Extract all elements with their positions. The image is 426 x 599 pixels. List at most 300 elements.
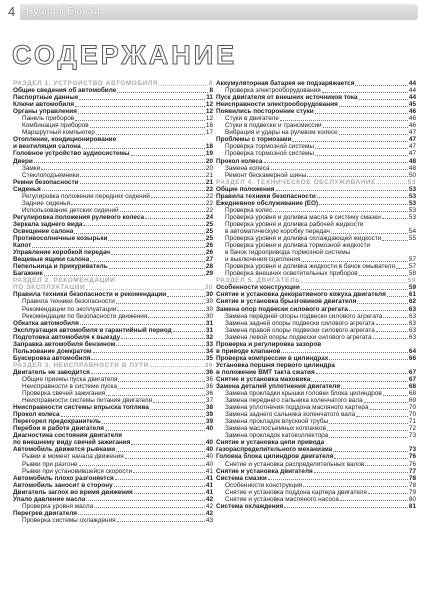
toc-entry [216, 383, 416, 390]
toc-page-number: 61 [408, 291, 416, 299]
toc-entry-title: Установка поршня первого цилиндра [216, 361, 335, 369]
toc-entry [13, 411, 213, 418]
toc-entry-title: Стуки в подвеске и трансмиссии [225, 122, 322, 130]
toc-page-number: 63 [408, 319, 416, 327]
dot-leader [273, 211, 408, 212]
toc-entry [216, 200, 416, 207]
toc-entry-title: Снятие и установка распределительных валов [225, 460, 365, 468]
toc-page-number: 44 [408, 94, 416, 102]
toc-page-number: 47 [408, 143, 416, 151]
toc-page-number: 64 [408, 347, 416, 355]
toc-entry-title: Рекомендации по эксплуатации [22, 305, 117, 313]
toc-entry-title: Замки [22, 164, 41, 172]
dot-leader [109, 268, 205, 269]
toc-entry [13, 482, 213, 489]
toc-page-number: 20 [205, 157, 213, 165]
toc-entry [216, 228, 416, 235]
toc-page-number: 31 [205, 319, 213, 327]
toc-entry-title: Проверка колес [225, 206, 273, 214]
dot-leader [116, 345, 204, 346]
toc-entry [13, 129, 213, 136]
toc-entry-title: Рывки при разгоне [22, 460, 78, 468]
toc-entry-title: Сиденья [13, 185, 41, 193]
dot-leader [333, 451, 408, 452]
toc-entry [216, 362, 416, 369]
toc-entry [13, 256, 213, 263]
toc-page-number: 44 [408, 80, 416, 87]
toc-entry-title: Отопление, кондиционирование [13, 136, 117, 144]
toc-entry [13, 418, 213, 425]
toc-page-number: 28 [205, 263, 213, 271]
toc-entry [216, 129, 416, 136]
toc-page-number: 58 [408, 270, 416, 278]
toc-entry-title: Замена заднего сальника коленчатого вала [225, 411, 356, 419]
toc-entry-title: Замена опор подвески силового агрегата [216, 305, 348, 313]
toc-entry-title: Снятие и установка двигателя [216, 467, 313, 475]
dot-leader [284, 507, 408, 508]
toc-page-number: 53 [408, 192, 416, 200]
toc-entry-title: Снятие и установка маховика [216, 375, 311, 383]
dot-leader [315, 113, 408, 114]
toc-entry [13, 475, 213, 482]
toc-page-number: 40 [205, 453, 213, 461]
dot-leader [349, 310, 408, 311]
toc-page-number: 11 [206, 94, 213, 102]
toc-entry-title: Панель приборов [22, 115, 75, 123]
toc-entry [13, 355, 213, 362]
dot-leader [91, 359, 204, 360]
toc-page-number: 44 [408, 87, 416, 95]
toc-entry [216, 143, 416, 150]
toc-entry [13, 503, 213, 510]
dot-leader [102, 423, 205, 424]
toc-entry-title: Двигатель заглох во время движения [13, 488, 133, 496]
toc-entry [216, 411, 416, 418]
toc-entry [216, 397, 416, 404]
dot-leader [120, 211, 205, 212]
toc-entry-title: Снятие и установка масляного насоса [225, 495, 339, 503]
toc-entry [13, 468, 213, 475]
toc-entry-title: РАЗДЕЛ 5. ДВИГАТЕЛЬ [216, 277, 301, 285]
dot-leader [90, 127, 205, 128]
toc-entry [216, 80, 416, 87]
dot-leader [118, 381, 204, 382]
dot-leader [90, 261, 205, 262]
toc-page-number: 53 [408, 185, 416, 193]
toc-page-number: 68 [408, 383, 416, 391]
toc-page-number: 41 [205, 474, 213, 482]
toc-page-number: 36 [205, 368, 213, 376]
toc-page-number: 47 [408, 129, 416, 137]
toc-entry-title: Автомобиль заносит в сторону [13, 481, 113, 489]
dot-leader [34, 162, 205, 163]
toc-entry-title: Правила техники безопасности [22, 298, 115, 306]
toc-page-number: 48 [408, 157, 416, 165]
toc-entry-title: Общие положения [216, 185, 275, 193]
toc-entry [216, 298, 416, 305]
dot-leader [153, 402, 205, 403]
dot-leader [121, 338, 205, 339]
toc-page-number: 22 [205, 206, 213, 214]
dot-leader [106, 395, 205, 396]
toc-entry-title: Замена переднего сальника коленчатого вала [225, 397, 363, 405]
toc-entry-title: Рекомендации по безопасности движения [22, 312, 148, 320]
dot-leader [264, 162, 408, 163]
toc-entry-title: Ежедневное обслуживание (ЕО) [216, 199, 319, 207]
toc-entry [216, 468, 416, 475]
toc-page-number: 50 [408, 171, 416, 179]
toc-entry-title: Двигатель не заводится [13, 368, 90, 376]
toc-page-number: 33 [205, 340, 213, 348]
dot-leader [357, 303, 408, 304]
dot-leader [96, 134, 205, 135]
toc-entry [216, 284, 416, 291]
toc-entry-title: Неисправности электрооборудования [216, 101, 338, 109]
toc-page-number: 21 [205, 171, 213, 179]
dot-leader [148, 317, 205, 318]
toc-entry [13, 263, 213, 270]
toc-entry [216, 101, 416, 108]
toc-entry-title: Стеклоподъемники [22, 171, 80, 179]
dot-leader [364, 402, 408, 403]
dot-leader [32, 247, 205, 248]
toc-entry-title: Общие приемы пуска двигателя [22, 375, 118, 383]
toc-entry-title: Заправка автомобиля бензином [13, 340, 116, 348]
toc-entry [13, 200, 213, 207]
toc-entry [216, 150, 416, 157]
toc-page-number: 66 [408, 354, 416, 362]
toc-entry-title: Система охлаждения [216, 502, 284, 510]
toc-page-number: 42 [205, 495, 213, 503]
toc-page-number: 8 [209, 87, 213, 95]
toc-entry [13, 341, 213, 348]
toc-page-number: 62 [408, 298, 416, 306]
dot-leader [61, 416, 205, 417]
toc-page-number: 22 [205, 185, 213, 193]
toc-entry-title: Проверка внешних осветительных приборов [225, 270, 358, 278]
toc-page-number: 63 [408, 333, 416, 341]
toc-entry [216, 108, 416, 115]
toc-page-number: 12 [205, 115, 213, 123]
dot-leader [115, 479, 205, 480]
toc-page-number: 21 [205, 178, 213, 186]
toc-entry [216, 291, 416, 298]
toc-page-number: 79 [408, 488, 416, 496]
dot-leader [383, 395, 408, 396]
toc-entry-title: ПО ЭКСПЛУАТАЦИИ [13, 284, 86, 292]
toc-entry [13, 270, 213, 277]
toc-entry-title: в положение ВМТ такта сжатия [216, 368, 315, 376]
toc-entry-title: Эксплуатация автомобиля в гарантийный период [13, 326, 172, 334]
toc-entry [216, 348, 416, 355]
toc-entry [13, 158, 213, 165]
toc-entry [216, 461, 416, 468]
toc-entry [216, 327, 416, 334]
dot-leader [376, 331, 408, 332]
dot-leader [75, 106, 205, 107]
dot-leader [105, 430, 205, 431]
toc-page-number: 43 [205, 516, 213, 524]
toc-page-number: 46 [408, 122, 416, 130]
toc-entry [13, 298, 213, 305]
dot-leader [78, 514, 205, 515]
dot-leader [271, 169, 408, 170]
toc-entry [216, 334, 416, 341]
toc-page-number: 8 [208, 80, 213, 87]
toc-entry-title: Снятие и установка цепи привода [216, 439, 325, 447]
toc-page-number: 30 [205, 298, 213, 306]
toc-page-number: 48 [408, 164, 416, 172]
toc-section-heading [216, 277, 416, 284]
toc-page-number: 72 [408, 425, 416, 433]
toc-entry [13, 425, 213, 432]
toc-entry-title: Правила техники безопасности [216, 192, 316, 200]
toc-page-number: 36 [205, 390, 213, 398]
dot-leader [150, 409, 205, 410]
toc-entry-title: Снятие и установка брызговиков двигателя [216, 298, 357, 306]
dot-leader [118, 388, 205, 389]
toc-entry [216, 390, 416, 397]
toc-entry-title: Проверка тормозной системы [225, 150, 314, 158]
dot-leader [167, 296, 205, 297]
toc-entry [216, 158, 416, 165]
toc-entry [13, 122, 213, 129]
toc-section-heading [13, 362, 213, 369]
dot-leader [355, 85, 407, 86]
toc-page-number: 63 [408, 305, 416, 313]
toc-entry-title: Проверка и регулировка зазоров [216, 340, 322, 348]
toc-page-number: 68 [408, 390, 416, 398]
toc-entry [13, 439, 213, 446]
toc-page-number: 70 [408, 411, 416, 419]
dot-leader [91, 373, 205, 374]
toc-entry-title: Замена прокладки крышки головки блока цилиндров [225, 390, 382, 398]
toc-entry-title: Буксировка автомобиля [13, 354, 91, 362]
toc-entry-title: Замена прокладок катоколлектора [225, 432, 329, 440]
toc-entry [216, 341, 416, 348]
toc-page-number: 53 [408, 213, 416, 221]
dot-leader [79, 465, 205, 466]
toc-page-number: 29 [205, 270, 213, 278]
toc-entry-title: Проверка уровня и доливка рабочей жидкости [225, 220, 364, 228]
dot-leader [116, 303, 205, 304]
toc-page-number: 36 [204, 361, 213, 369]
toc-entry-title: Замена правой опоры подвески силового агрегата [225, 326, 375, 334]
dot-leader [368, 493, 408, 494]
toc-page-number: 41 [205, 488, 213, 496]
toc-entry-title: Проверка уровня и доливка тормозной жидкости [225, 242, 371, 250]
dot-leader [276, 190, 408, 191]
dot-leader [86, 500, 205, 501]
dot-leader [94, 507, 205, 508]
toc-entry [216, 355, 416, 362]
toc-entry-title: Комбинация приборов [22, 122, 89, 130]
dot-leader [314, 472, 408, 473]
toc-entry-title: Проверка электрооборудования [225, 87, 321, 95]
dot-leader [150, 366, 204, 367]
toc-page-number: 42 [205, 502, 213, 510]
toc-entry-title: Упало давление масла [13, 495, 86, 503]
toc-entry-title: Особенности конструкции [216, 284, 300, 292]
toc-entry-title: Паспортные данные [13, 94, 79, 102]
toc-entry [216, 496, 416, 503]
toc-entry-title: Проверка уровня и доливка жидкости в бачок омывателя [225, 263, 395, 271]
dot-leader [75, 120, 205, 121]
toc-entry [13, 348, 213, 355]
toc-entry [13, 369, 213, 376]
toc-entry [13, 453, 213, 460]
toc-entry [13, 193, 213, 200]
toc-entry [216, 214, 416, 221]
toc-entry-title: РАЗДЕЛ 1. УСТРОЙСТВО АВТОМОБИЛЯ [13, 80, 158, 87]
dot-leader [80, 324, 205, 325]
toc-entry [13, 517, 213, 524]
toc-entry-title: Органы управления [13, 108, 77, 116]
toc-entry [216, 439, 416, 446]
toc-entry [216, 404, 416, 411]
dot-leader [173, 331, 205, 332]
toc-entry-title: Головное устройство аудиосистемы [13, 150, 130, 158]
toc-page-number: 53 [408, 199, 416, 207]
toc-entry-title: Рывки в момент начала движения [22, 453, 124, 461]
dot-leader [365, 465, 408, 466]
toc-entry [216, 263, 416, 270]
dot-leader [396, 268, 408, 269]
dot-leader [292, 141, 407, 142]
toc-page-number: 38 [205, 404, 213, 412]
toc-entry [13, 172, 213, 179]
toc-entry-title: Общие сведения об автомобиле [13, 87, 117, 95]
toc-entry [216, 482, 416, 489]
toc-entry-title: в автоматическую коробку передач [225, 227, 330, 235]
toc-entry-title: Прокол колеса [216, 157, 263, 165]
toc-entry-title: Прокол колеса [13, 411, 60, 419]
dot-leader [329, 437, 408, 438]
toc-page-number: 25 [205, 235, 213, 243]
dot-leader [317, 197, 408, 198]
toc-entry-title: РАЗДЕЛ 3. НЕИСПРАВНОСТИ В ПУТИ [13, 361, 149, 369]
toc-entry-title: Замена левой опоры подвески силового агрегата [225, 333, 372, 341]
toc-entry-title: Система смазки [216, 474, 267, 482]
dot-leader [387, 296, 408, 297]
dot-leader [71, 204, 205, 205]
dot-leader [376, 324, 408, 325]
toc-entry [216, 221, 416, 228]
toc-entry-title: Управление коробкой передач [13, 249, 111, 257]
toc-entry-title: Регулировка положения передних сидений [22, 192, 150, 200]
toc-page-number: 30 [205, 291, 213, 299]
toc-entry-title: Проблемы с тормозами [216, 136, 292, 144]
toc-entry [13, 313, 213, 320]
dot-leader [151, 197, 205, 198]
toc-page-number: 69 [408, 397, 416, 405]
toc-entry [216, 453, 416, 460]
toc-entry [216, 425, 416, 432]
dot-leader [82, 148, 205, 149]
toc-entry [13, 179, 213, 186]
toc-entry [216, 115, 416, 122]
toc-entry [216, 122, 416, 129]
toc-page-number: 30 [205, 312, 213, 320]
toc-page-number: 26 [205, 249, 213, 257]
toc-entry [13, 242, 213, 249]
dot-leader [307, 176, 408, 177]
toc-page-number: 27 [205, 256, 213, 264]
toc-page-number: 16 [205, 122, 213, 130]
toc-entry-title: Ключи автомобиля [13, 101, 75, 109]
toc-section-heading [13, 277, 213, 284]
page-number: 4 [8, 4, 16, 19]
dot-leader [117, 310, 205, 311]
dot-leader [303, 486, 408, 487]
toc-entry-title: Аккумуляторная батарея не подзаряжается [216, 80, 355, 87]
dot-leader [133, 472, 205, 473]
page-title: СОДЕРЖАНИЕ [12, 40, 238, 70]
toc-entry-title: Особенности конструкции [225, 481, 303, 489]
toc-page-number: 26 [205, 242, 213, 250]
dot-leader [301, 282, 406, 283]
toc-page-number: 46 [408, 108, 416, 116]
dot-leader [383, 317, 408, 318]
toc-entry [13, 383, 213, 390]
toc-entry [216, 313, 416, 320]
toc-entry-title: Неисправности системы питания двигателя [22, 397, 153, 405]
toc-column-left [13, 80, 213, 524]
toc-entry-title: Ремонт бескамерной шины [225, 171, 307, 179]
toc-page-number: 32 [205, 333, 213, 341]
dot-leader [117, 92, 208, 93]
toc-entry-title: Проверка уровня и доливка масла в систему смазки [225, 213, 381, 221]
toc-page-number: 42 [205, 509, 213, 517]
toc-entry-title: в приводе клапанов [216, 347, 281, 355]
toc-page-number: 30 [204, 284, 213, 292]
toc-entry-title: Перегрев двигателя [13, 509, 78, 517]
toc-page-number: 25 [205, 220, 213, 228]
dot-leader [370, 409, 408, 410]
toc-entry [216, 376, 416, 383]
toc-entry [216, 432, 416, 439]
toc-entry-title: Проверка свечей зажигания [22, 390, 106, 398]
toc-entry-title: Противосолнечные козырьки [13, 235, 108, 243]
toc-page-number: 54 [408, 227, 416, 235]
toc-page-number: 71 [408, 418, 416, 426]
toc-entry [216, 320, 416, 327]
toc-entry-title: Появились посторонние стуки [216, 108, 314, 116]
toc-page-number: 40 [205, 425, 213, 433]
toc-entry-title: Головка блока цилиндров двигателя [216, 453, 334, 461]
dot-leader [80, 183, 205, 184]
toc-entry [216, 249, 416, 256]
toc-entry [13, 101, 213, 108]
toc-page-number: 59 [407, 277, 416, 285]
toc-entry [13, 404, 213, 411]
toc-entry [13, 461, 213, 468]
toc-entry-title: Пуск двигателя от внешних источников тока [216, 94, 358, 102]
toc-entry-title: Замена задней опоры подвески силового агрегата [225, 319, 375, 327]
dot-leader [315, 148, 408, 149]
toc-entry-title: Обкатка автомобиля [13, 319, 79, 327]
toc-entry-title: Зеркала заднего вида [13, 220, 83, 228]
dot-leader [44, 275, 205, 276]
toc-entry-title: Проверка компрессии в цилиндрах [216, 354, 329, 362]
toc-page-number: 63 [408, 312, 416, 320]
toc-entry-title: Неисправности в системе пуска [22, 383, 117, 391]
toc-entry [13, 143, 213, 150]
dot-leader [319, 204, 408, 205]
toc-entry [13, 207, 213, 214]
toc-entry [216, 136, 416, 143]
toc-page-number: 77 [408, 467, 416, 475]
